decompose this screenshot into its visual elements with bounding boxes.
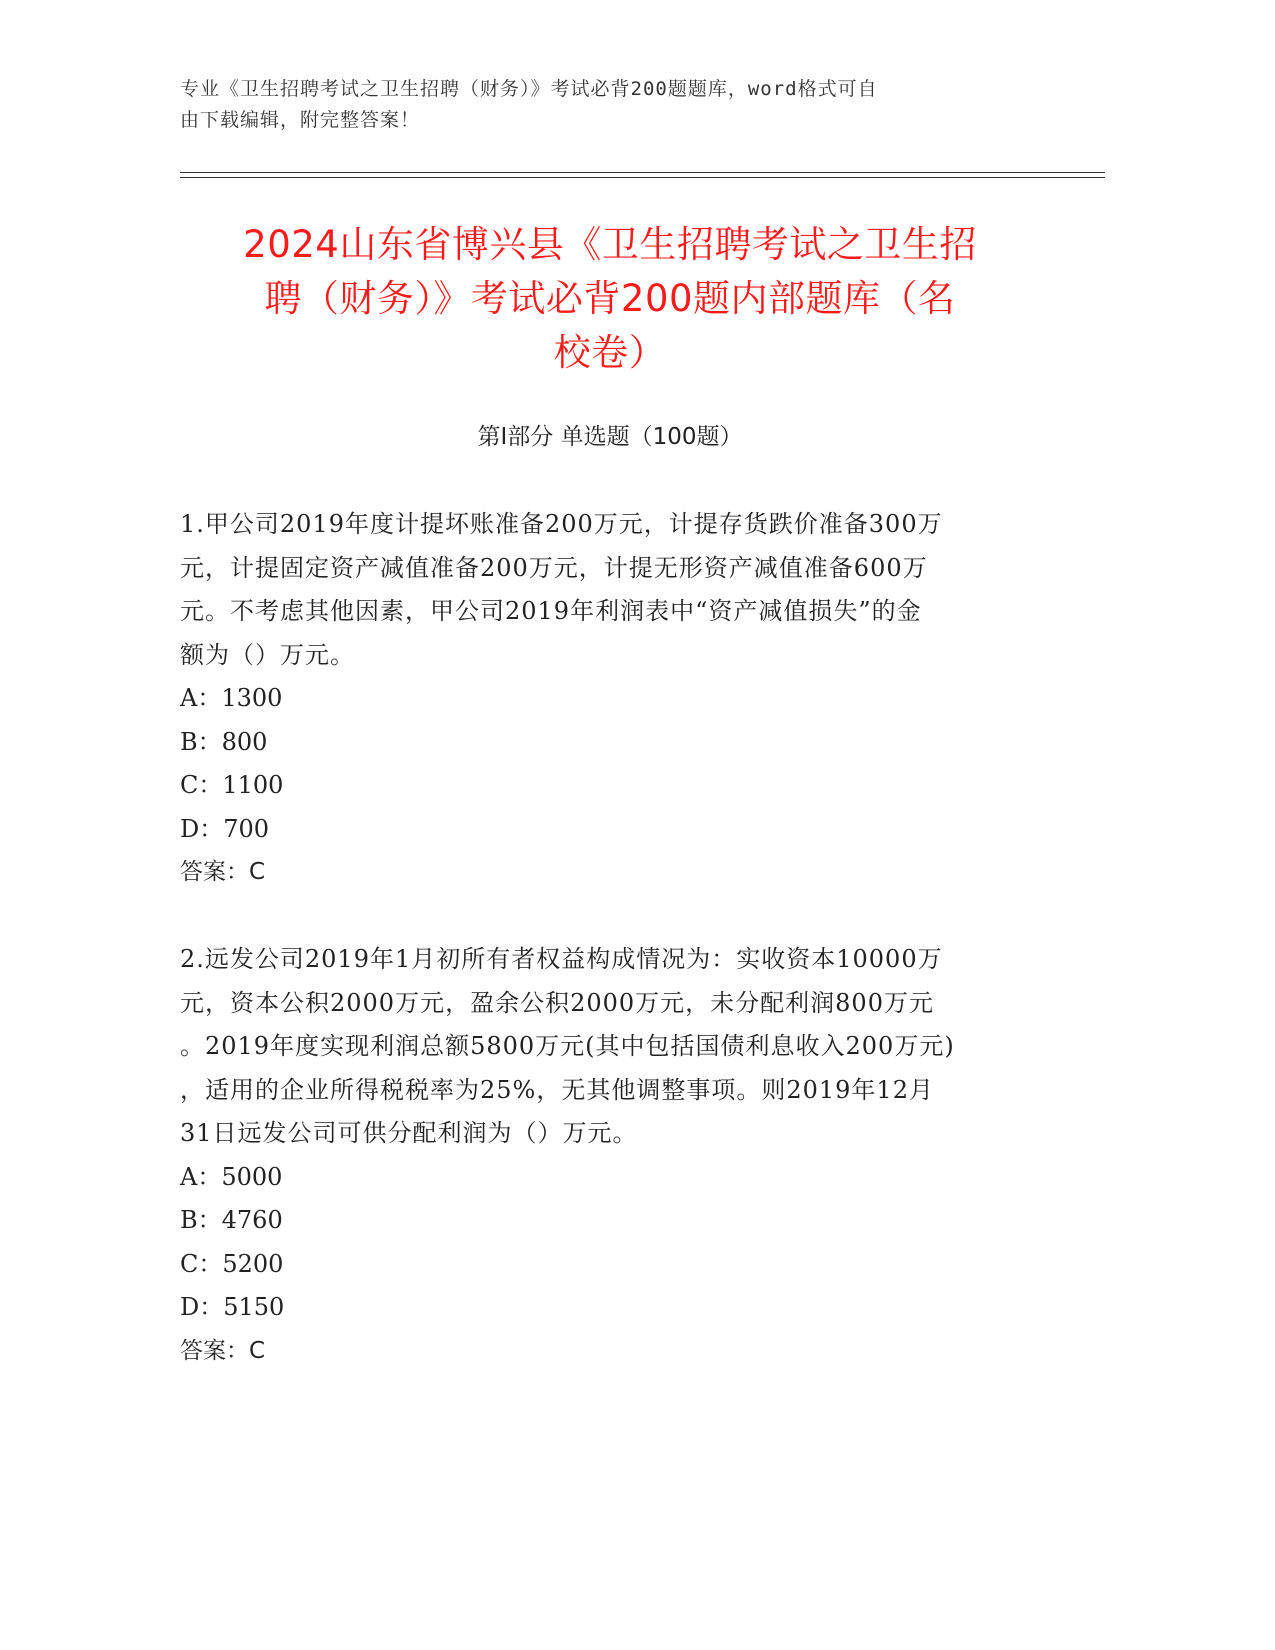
question-stem-line: 额为（）万元。 — [180, 640, 355, 669]
question-stem-line: 元，计提固定资产减值准备200万元，计提无形资产减值准备600万 — [180, 553, 928, 582]
answer: 答案：C — [180, 1337, 266, 1364]
option-c: C：5200 — [180, 1249, 284, 1278]
question-2 — [180, 938, 1040, 1373]
option-d: D：5150 — [180, 1293, 285, 1321]
answer: 答案：C — [180, 859, 266, 885]
title-line: 聘（财务）》考试必背200题内部题库（名 — [264, 277, 956, 320]
question-stem-line: 31日远发公司可供分配利润为（）万元。 — [180, 1119, 638, 1147]
option-b: B：4760 — [180, 1206, 283, 1234]
option-a: A：5000 — [180, 1162, 283, 1191]
header-divider-top — [180, 172, 1105, 173]
document-title — [170, 218, 1050, 380]
title-line: 2024山东省博兴县《卫生招聘考试之卫生招 — [243, 223, 977, 266]
option-d: D：700 — [180, 814, 270, 843]
question-1 — [180, 503, 1040, 895]
question-stem-line: 2.远发公司2019年1月初所有者权益构成情况为：实收资本10000万 — [180, 945, 943, 973]
question-stem-line: 元，资本公积2000万元，盈余公积2000万元，未分配利润800万元 — [180, 988, 934, 1017]
option-a: A：1300 — [180, 684, 283, 712]
title-line: 校卷） — [553, 331, 667, 374]
intro-line: 由下载编辑，附完整答案！ — [180, 109, 421, 131]
question-stem-line: 。2019年度实现利润总额5800万元(其中包括国债利息收入200万元) — [180, 1032, 955, 1060]
question-stem-line: ，适用的企业所得税税率为25%，无其他调整事项。则2019年12月 — [180, 1075, 934, 1104]
question-stem-line: 元。不考虑其他因素，甲公司2019年利润表中“资产减值损失”的金 — [180, 597, 922, 625]
question-stem-line: 1.甲公司2019年度计提坏账准备200万元，计提存货跌价准备300万 — [180, 510, 943, 538]
header-divider-bottom — [180, 177, 1105, 178]
option-b: B：800 — [180, 727, 268, 756]
intro-line: 专业《卫生招聘考试之卫生招聘（财务）》考试必背200题题库，word格式可自 — [180, 78, 878, 100]
option-c: C：1100 — [180, 771, 284, 799]
intro-text — [180, 74, 1060, 136]
section-heading: 第Ⅰ部分 单选题（100题） — [477, 424, 743, 450]
